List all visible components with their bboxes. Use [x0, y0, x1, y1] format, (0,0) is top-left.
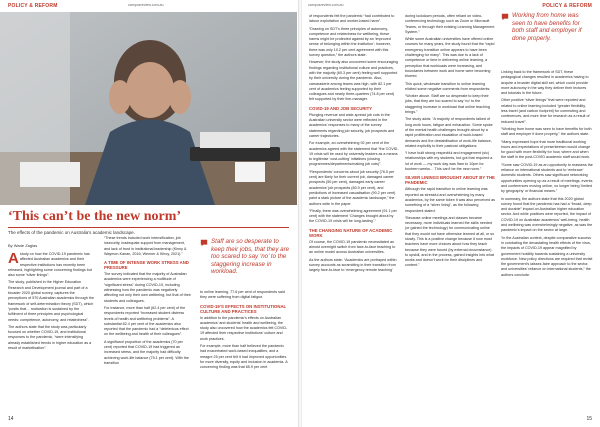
- paragraph: Although the rapid transition to online learning was reported as stressful and overwhelming by many academics, by the same token it was also perceived as something of a “silver lining”, as the following respondent stated:: [405, 187, 495, 213]
- paragraph: Of course, the COVID-19 pandemic necessitated an almost overnight switch from face-to-face teaching to an online model across Australian universities.: [309, 239, 396, 255]
- paragraph: during lockdown periods, often reliant on video-conferencing technology such as Zoom or Microsoft Teams, or through their existing Learning Management System.”: [405, 14, 495, 34]
- paragraph: Other positive “silver linings” that were reported and related to online learning included “greater flexibility, less travel (and carbon footprint) for commuting and conferences, and more time for research as a result of reduced travel”.: [501, 98, 590, 124]
- paragraph: “Drawing on SDT’s three principles of autonomy, competence and relatedness for wellbeing, these harms might be protected against by an ‘improved sense of belonging within the institution’; however, there was only 10.2 per cent agreement with this survey question,” the authors state.: [309, 26, 391, 58]
- paragraph: “Because online meetings and classes became necessary, more individuals learned the skills needed (or gained the technology) for communicating online that they would not have otherwise learned at all, or so slowly. This is a positive change because it now most teachers have more choices about how they teach because they were forced (by external circumstance) to upskill, and in the process, gained insights into what works and doesn’t work for their disciplines and content.”: [405, 215, 495, 268]
- paragraph: “Many expressed hope that more traditional working hours and expectations of presenteeism would change for good with more flexibility for how, where and when the staff in the post-COVID academic staff would work.: [501, 139, 591, 160]
- subheading: COVID-19’S EFFECTS ON INSTITUTIONAL CULTURE AND PRACTICES: [200, 303, 287, 314]
- left-page: [0, 0, 297, 427]
- left-column-3: [200, 290, 290, 415]
- paragraph: In addition to the pandemic’s effects on Australian academics’ and students’ health and wellbeing, the study also uncovered how the academics felt COVID-19 affected their respective institutions’ culture and work practices.: [200, 315, 288, 341]
- paragraph: to online learning, 77.6 per cent of respondents said they were suffering from digital fatigue.: [200, 290, 285, 300]
- paragraph: “These trends included work intensification, job insecurity, inadequate support from management, and lack of trust in institutional leadership (Kinny & Waymon-Kanan, 2016; Wenner & Kilroy, 2021).”: [104, 236, 187, 256]
- article-headline: ‘This can’t be the new norm’: [8, 209, 182, 224]
- paragraph: The study adds: “A majority of respondents talked of long work hours, fatigue and exhaustion. Some spoke of the mental health challenges brought about by a rapid proliferation and escalation of work-based demands and the destabilisation of work-life balance, related explicitly to their pastoral obligations:: [405, 117, 493, 148]
- drop-cap: A: [8, 252, 19, 267]
- paragraph: This quick, wholesale transition to online learning elicited some negative comments from respondents:: [405, 81, 491, 91]
- standfirst: The effects of the pandemic on Australia’s academic landscape.: [8, 230, 135, 235]
- paragraph: As the authors state: “Academics are portrayed within survey accounts as scrambling in their transition from largely face-to-face to ‘emergency remote teaching’: [309, 257, 397, 273]
- paragraph: study on how the COVID-19 pandemic has affected Australian academics and their respective institutions has recently been released, highlighting some concerning findings but also some “silver linings”.: [8, 252, 92, 278]
- paragraph: The authors state that the study was particularly focused on whether COVID-19, and institutional responses to the pandemic, “were intensifying already established trends in higher education as a result of marketisation”.: [8, 324, 92, 351]
- page-number: 14: [8, 416, 14, 422]
- section-label: POLICY & REFORM: [8, 3, 58, 9]
- paragraph: of respondents felt the pandemic “had contributed to labour exploitation and worker-based harm”.: [309, 14, 395, 24]
- paragraph: “In the Australian context, despite comparative success in combating the devastating health effects of the virus, the impacts of COVID-19 appear magnified by government hostility towards sustaining a university workforce. New policy directions are required that revisit the government’s laissez-faire approach to the sector, and universities’ reliance on international students,” the authors conclude.: [501, 235, 593, 277]
- pull-quote-text: Staff are so desperate to keep their jobs, that they are too scared to say ‘no’ to the staggering increase in workload.: [211, 238, 290, 275]
- subheading: SILVER LININGS BROUGHT ABOUT BY THE PANDEMIC: [405, 175, 495, 186]
- right-column-1: [309, 14, 399, 419]
- paragraph: In summary, the authors state that this 2020 global survey found that the pandemic has had a “broad, deep and durable” impact on Australian higher education sector. And while positives were reported, the impact of COVID-19 on Australian academics’ well-being, health and wellbeing was overwhelmingly negative, as was the pandemic’s impact on the sector at large.: [501, 196, 593, 233]
- hero-photo: [0, 12, 297, 205]
- page-number: 15: [586, 416, 592, 422]
- section-label: POLICY & REFORM: [542, 3, 592, 9]
- right-column-2: [405, 14, 495, 419]
- pull-quote: [501, 12, 593, 60]
- paragraph: A significant proportion of the academics (70 per cent) reported that COVID-19 had triggered an increased stress, and the majority had difficulty achieving work-life balance (75.1 per cent). With the transition: [104, 339, 189, 365]
- left-column-2: [104, 236, 192, 415]
- paragraph: However, the study also uncovered some encouraging findings regarding institutional culture and practices, with the majority (60.3 per cent) feeling well supported by their university during the pandemic. Also, camaraderie among teams was high, with 82.1 per cent of academics feeling supported by their colleagues and nearly three-quarters (74.8 per cent) felt supported by their line-manager.: [309, 60, 398, 102]
- subheading: THE CHANGING NATURE OF ACADEMIC WORK: [309, 227, 393, 238]
- site-url: campusreview.com.au: [308, 3, 344, 7]
- headline-rule: [8, 227, 289, 228]
- subheading: COVID-19 AND JOB SECURITY: [309, 105, 373, 111]
- paragraph: “Worker abuse. Staff are so desperate to keep their jobs, that they are too scared to say ‘no’ to the staggering increase in workload that online teaching brings.”: [405, 94, 490, 115]
- pull-quote: [200, 238, 292, 286]
- paragraph: “Working from home was seen to have benefits for both staff and employer if done properly,” the authors state.: [501, 126, 592, 137]
- paragraph: While some Australian universities have offered online courses for many years, the study found that the “rapid emergency transition online appears to have been challenging for many”. This was due to a lack of competence or time in delivering online learning, a perception that workloads were increasing, and boundaries between work and home were becoming blurred.: [405, 37, 495, 79]
- paragraph: “Finally, there was overwhelming agreement (91.1 per cent) with the statement ‘Changes brought about by the COVID-19 crisis will be long-lasting’.”: [309, 208, 397, 224]
- stressed-academic-photo: [0, 12, 297, 205]
- pull-quote-text: Working from home was seen to have benefits for both staff and employer if done properly.: [512, 12, 582, 42]
- paragraph: The study, published in the Higher Education Research and Development journal and part of a broader 2020 global survey, captures the perceptions of 570 Australian academics through the framework of self-determination theory (SDT), which “posits that… motivation is sustained by the fulfilment of three principles and psychological needs: competence, autonomy, and relatedness”.: [8, 280, 94, 322]
- paragraph: “I have built strong respectful and engagement (sic) relationships with my students, but got that required a lot of work — my work day was 9am to 10pm for fourteen weeks… This can’t be the new norm.”: [405, 151, 493, 172]
- paragraph: “Some saw COVID-19 as an opportunity to reassess the reliance on international students and to ‘embrace’ domestic students. Others saw significant networking opportunities opening up as a result of meetings, events and conferences moving online, no longer being ‘limited by geography’ or financial means.”: [501, 162, 593, 194]
- paragraph: For example, an overwhelming 92 per cent of the academics agreed with the statement that “the COVID-19 crisis will be used by university leaders as a means to legitimise ‘cost-cutting’ initiatives (closing programmes/departments/making job cuts)”.: [309, 141, 399, 167]
- paragraph: The survey indicated that the majority of Australian academics were experiencing a multitude of “significant stress” during COVID-19, including witnessing how the pandemic was negatively affecting not only their own wellbeing, but that of their students and colleagues.: [104, 272, 191, 303]
- paragraph: For instance, more than half (62.4 per cent) of the respondents reported “increased student distress levels of health and wellbeing problems”. A substantial 82.4 per cent of the academics also reported that the pandemic had a “deleterious effect on the wellbeing and health of their colleagues”.: [104, 305, 189, 337]
- left-column-1: [8, 252, 94, 415]
- paragraph: “Respondents’ concerns about job security (76.5 per cent) are likely for their current job, damaged career prospects (50 per cent), damaged early career academics’ job prospects (80.9 per cent), and predictions of increased casualisation (90.2 per cent) paint a stark picture of the academic landscape,” the authors write in the paper.: [309, 169, 396, 206]
- paragraph: Linking back to the framework of SDT, these pedagogical changes resulted in academics having to acquire a broader digital skill set, which could provide more autonomy in the way they deliver their lectures and tutorials in the future.: [501, 70, 589, 96]
- right-page: [303, 0, 600, 427]
- site-url: campusreview.com.au: [128, 3, 164, 7]
- right-column-3: [501, 70, 593, 419]
- paragraph: For example, more than half believed the pandemic had exacerbated work-based inequalities, and a meagre 25 per cent felt it had improved opportunities for more diversity, equity and inclusion in academia. A concerning finding was that 65.9 per cent: [200, 344, 288, 370]
- subheading: A TIME OF INTENSE WORK STRESS AND PRESSURE: [104, 260, 189, 271]
- paragraph: Plunging revenue and wide-spread job cuts in the Australian university sector were reflected in the academics’ responses to many of the survey statements regarding job security, job prospects and career trajectories.: [309, 112, 395, 138]
- speech-bubble-icon: [501, 13, 509, 21]
- byline: By Wade Zaglas: [8, 243, 38, 248]
- page-gutter: [298, 0, 302, 427]
- speech-bubble-icon: [200, 239, 208, 247]
